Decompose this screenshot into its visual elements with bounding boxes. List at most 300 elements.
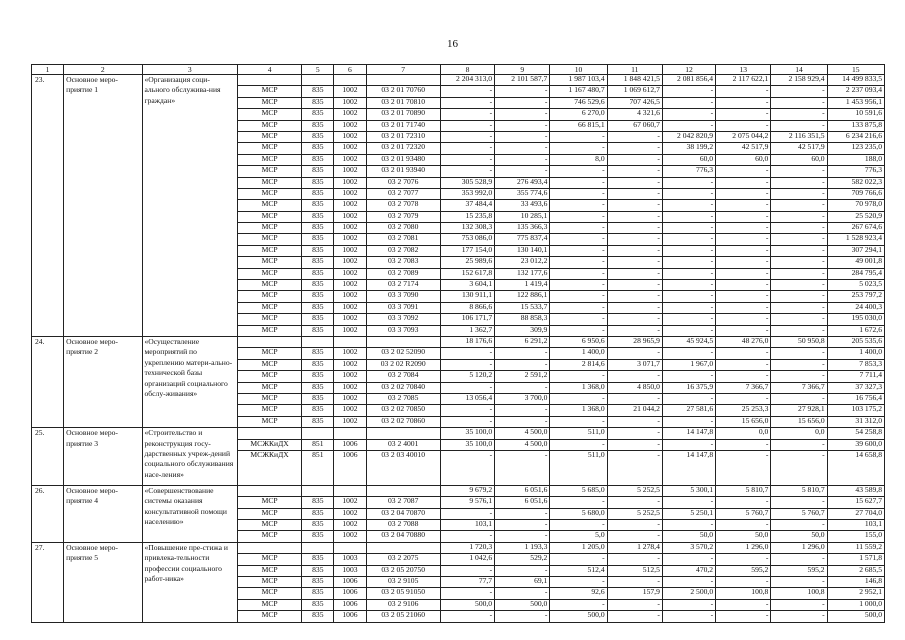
amount-col-10: - (550, 200, 607, 211)
section-code: 1002 (334, 86, 366, 97)
amount-col-8: - (440, 166, 494, 177)
amount-col-12: - (662, 97, 715, 108)
amount-col-8: 2 204 313,0 (440, 75, 494, 86)
column-number-10: 10 (550, 65, 607, 75)
amount-col-11: - (607, 245, 662, 256)
amount-col-15: 307 294,1 (827, 245, 884, 256)
amount-col-14: - (771, 86, 827, 97)
target-article: 03 2 01 72310 (366, 131, 440, 142)
amount-col-10: 512,4 (550, 565, 607, 576)
amount-col-9: 10 285,1 (495, 211, 550, 222)
amount-col-9: - (495, 86, 550, 97)
amount-col-11: 28 965,9 (607, 336, 662, 347)
executor: МСЖКиДХ (237, 450, 301, 485)
amount-col-8: 5 120,2 (440, 371, 494, 382)
amount-col-14: - (771, 439, 827, 450)
amount-col-13: - (716, 314, 771, 325)
executor (237, 485, 301, 496)
amount-col-12: - (662, 211, 715, 222)
section-code: 1002 (334, 245, 366, 256)
amount-col-9: - (495, 382, 550, 393)
amount-col-9: - (495, 508, 550, 519)
amount-col-15: 10 591,6 (827, 109, 884, 120)
amount-col-15: 49 001,8 (827, 257, 884, 268)
amount-col-8: 13 056,4 (440, 393, 494, 404)
target-article: 03 2 01 70760 (366, 86, 440, 97)
amount-col-11: 1 278,4 (607, 542, 662, 553)
amount-col-10: 1 167 480,7 (550, 86, 607, 97)
amount-col-10: - (550, 223, 607, 234)
amount-col-12: - (662, 439, 715, 450)
amount-col-15: 70 978,0 (827, 200, 884, 211)
amount-col-13: - (716, 599, 771, 610)
ministry-code: 835 (302, 577, 334, 588)
amount-col-11: - (607, 531, 662, 542)
amount-col-10: - (550, 280, 607, 291)
amount-col-9: 3 700,0 (495, 393, 550, 404)
executor: МСР (237, 280, 301, 291)
ministry-code: 835 (302, 188, 334, 199)
ministry-code: 835 (302, 393, 334, 404)
amount-col-13: 48 276,0 (716, 336, 771, 347)
amount-col-14: - (771, 314, 827, 325)
amount-col-11: - (607, 154, 662, 165)
column-number-11: 11 (607, 65, 662, 75)
section-code: 1003 (334, 565, 366, 576)
ministry-code: 835 (302, 131, 334, 142)
ministry-code: 835 (302, 143, 334, 154)
section-code: 1002 (334, 154, 366, 165)
amount-col-11: - (607, 234, 662, 245)
amount-col-11: - (607, 325, 662, 336)
amount-col-10: - (550, 245, 607, 256)
amount-col-13: - (716, 86, 771, 97)
amount-col-14: - (771, 109, 827, 120)
section-code: 1002 (334, 325, 366, 336)
amount-col-8: 106 171,7 (440, 314, 494, 325)
amount-col-12: - (662, 611, 715, 622)
ministry-code: 835 (302, 200, 334, 211)
group-total-row (32, 75, 885, 86)
amount-col-8: 305 528,9 (440, 177, 494, 188)
amount-col-13: - (716, 166, 771, 177)
amount-col-10: 92,6 (550, 588, 607, 599)
amount-col-10: - (550, 188, 607, 199)
amount-col-8: 35 100,0 (440, 439, 494, 450)
amount-col-8: 9 679,2 (440, 485, 494, 496)
amount-col-10: - (550, 131, 607, 142)
target-article: 03 2 02 70840 (366, 382, 440, 393)
measure-title: «Организация соци-ального обслужива-ния граждан» (142, 75, 237, 337)
amount-col-9: 2 101 587,7 (495, 75, 550, 86)
target-article (366, 75, 440, 86)
section-code: 1002 (334, 348, 366, 359)
target-article: 03 2 7077 (366, 188, 440, 199)
amount-col-13: 2 075 044,2 (716, 131, 771, 142)
amount-col-11: - (607, 554, 662, 565)
amount-col-15: 103 175,2 (827, 405, 884, 416)
amount-col-8: 77,7 (440, 577, 494, 588)
ministry-code: 835 (302, 588, 334, 599)
section-code (334, 428, 366, 439)
amount-col-8: 500,0 (440, 599, 494, 610)
amount-col-14: 2 158 929,4 (771, 75, 827, 86)
amount-col-9: 4 500,0 (495, 439, 550, 450)
measure-title: «Повышение пре-стижа и привлека-тельности профессии социального работ-ника» (142, 542, 237, 622)
amount-col-13: - (716, 554, 771, 565)
ministry-code: 835 (302, 211, 334, 222)
amount-col-10: 500,0 (550, 611, 607, 622)
ministry-code: 835 (302, 314, 334, 325)
amount-col-9: - (495, 611, 550, 622)
amount-col-14: 60,0 (771, 154, 827, 165)
amount-col-11: - (607, 280, 662, 291)
amount-col-8: - (440, 588, 494, 599)
target-article: 03 2 9105 (366, 577, 440, 588)
executor: МСР (237, 359, 301, 370)
ministry-code: 835 (302, 223, 334, 234)
amount-col-13: - (716, 439, 771, 450)
group-total-row (32, 485, 885, 496)
column-number-2: 2 (64, 65, 142, 75)
amount-col-10: 5 680,0 (550, 508, 607, 519)
section-code: 1006 (334, 599, 366, 610)
ministry-code: 835 (302, 497, 334, 508)
section-code: 1002 (334, 109, 366, 120)
section-code (334, 75, 366, 86)
amount-col-10: 1 400,0 (550, 348, 607, 359)
amount-col-12: - (662, 497, 715, 508)
amount-col-8: 130 911,1 (440, 291, 494, 302)
executor: МСР (237, 302, 301, 313)
ministry-code: 835 (302, 371, 334, 382)
target-article: 03 2 01 72320 (366, 143, 440, 154)
ministry-code: 835 (302, 166, 334, 177)
amount-col-12: 1 967,0 (662, 359, 715, 370)
executor: МСР (237, 188, 301, 199)
amount-col-12: - (662, 188, 715, 199)
amount-col-9: - (495, 405, 550, 416)
amount-col-13: 1 296,0 (716, 542, 771, 553)
amount-col-12: - (662, 325, 715, 336)
amount-col-8: 15 235,8 (440, 211, 494, 222)
amount-col-15: 1 400,0 (827, 348, 884, 359)
amount-col-15: 2 237 093,4 (827, 86, 884, 97)
amount-col-10: 5 685,0 (550, 485, 607, 496)
amount-col-13: 7 366,7 (716, 382, 771, 393)
amount-col-11: 5 252,5 (607, 485, 662, 496)
executor (237, 542, 301, 553)
amount-col-9: - (495, 359, 550, 370)
executor: МСР (237, 416, 301, 427)
measure-name: Основное меро-приятие 3 (64, 428, 142, 486)
amount-col-13: - (716, 257, 771, 268)
amount-col-11: 707 426,5 (607, 97, 662, 108)
ministry-code: 835 (302, 120, 334, 131)
amount-col-10: - (550, 166, 607, 177)
ministry-code: 835 (302, 257, 334, 268)
amount-col-14: 595,2 (771, 565, 827, 576)
amount-col-14: - (771, 302, 827, 313)
amount-col-12: - (662, 577, 715, 588)
item-number: 24. (32, 336, 64, 427)
executor: МСР (237, 611, 301, 622)
target-article: 03 2 04 70880 (366, 531, 440, 542)
ministry-code (302, 542, 334, 553)
section-code: 1002 (334, 166, 366, 177)
amount-col-14: - (771, 188, 827, 199)
amount-col-12: 27 581,6 (662, 405, 715, 416)
amount-col-14: - (771, 554, 827, 565)
amount-col-15: 39 600,0 (827, 439, 884, 450)
section-code: 1002 (334, 257, 366, 268)
executor: МСР (237, 97, 301, 108)
item-number: 23. (32, 75, 64, 337)
amount-col-9: 69,1 (495, 577, 550, 588)
amount-col-15: 103,1 (827, 520, 884, 531)
amount-col-11: - (607, 371, 662, 382)
amount-col-13: 2 117 622,1 (716, 75, 771, 86)
section-code: 1006 (334, 439, 366, 450)
executor: МСР (237, 588, 301, 599)
amount-col-9: 529,2 (495, 554, 550, 565)
amount-col-15: 709 766,6 (827, 188, 884, 199)
executor: МСР (237, 109, 301, 120)
section-code (334, 485, 366, 496)
amount-col-14: 27 928,1 (771, 405, 827, 416)
executor: МСР (237, 497, 301, 508)
section-code: 1002 (334, 359, 366, 370)
amount-col-10: - (550, 371, 607, 382)
amount-col-11: 5 252,5 (607, 508, 662, 519)
ministry-code: 835 (302, 508, 334, 519)
amount-col-14: - (771, 245, 827, 256)
ministry-code: 835 (302, 177, 334, 188)
ministry-code: 835 (302, 109, 334, 120)
amount-col-13: 5 810,7 (716, 485, 771, 496)
amount-col-14: - (771, 234, 827, 245)
amount-col-15: 1 571,8 (827, 554, 884, 565)
amount-col-12: 45 924,5 (662, 336, 715, 347)
target-article: 03 2 01 70890 (366, 109, 440, 120)
amount-col-12: - (662, 200, 715, 211)
amount-col-10: - (550, 554, 607, 565)
target-article: 03 2 7089 (366, 268, 440, 279)
amount-col-8: - (440, 405, 494, 416)
executor: МСР (237, 86, 301, 97)
executor: МСР (237, 268, 301, 279)
amount-col-10: - (550, 325, 607, 336)
page-number: 16 (447, 38, 458, 50)
amount-col-12: - (662, 314, 715, 325)
section-code: 1002 (334, 268, 366, 279)
ministry-code: 835 (302, 325, 334, 336)
amount-col-10: 1 368,0 (550, 382, 607, 393)
amount-col-11: - (607, 131, 662, 142)
section-code: 1006 (334, 588, 366, 599)
amount-col-15: 24 400,3 (827, 302, 884, 313)
section-code: 1002 (334, 234, 366, 245)
executor: МСР (237, 143, 301, 154)
amount-col-14: - (771, 611, 827, 622)
amount-col-13: - (716, 177, 771, 188)
amount-col-12: 2 500,0 (662, 588, 715, 599)
ministry-code: 835 (302, 520, 334, 531)
amount-col-11: 21 044,2 (607, 405, 662, 416)
amount-col-15: 146,8 (827, 577, 884, 588)
amount-col-10: 511,0 (550, 428, 607, 439)
amount-col-11: 4 850,0 (607, 382, 662, 393)
amount-col-14: 1 296,0 (771, 542, 827, 553)
amount-col-15: 188,0 (827, 154, 884, 165)
amount-col-9: - (495, 588, 550, 599)
amount-col-10: 6 950,6 (550, 336, 607, 347)
amount-col-13: - (716, 577, 771, 588)
ministry-code: 835 (302, 531, 334, 542)
section-code: 1002 (334, 97, 366, 108)
column-number-15: 15 (827, 65, 884, 75)
amount-col-12: - (662, 416, 715, 427)
section-code: 1002 (334, 416, 366, 427)
amount-col-9: - (495, 109, 550, 120)
amount-col-15: 155,0 (827, 531, 884, 542)
executor (237, 336, 301, 347)
column-number-3: 3 (142, 65, 237, 75)
amount-col-8: - (440, 611, 494, 622)
amount-col-11: - (607, 143, 662, 154)
amount-col-12: - (662, 599, 715, 610)
section-code: 1006 (334, 450, 366, 485)
amount-col-11: - (607, 302, 662, 313)
amount-col-10: - (550, 520, 607, 531)
amount-col-11: - (607, 520, 662, 531)
amount-col-11: - (607, 497, 662, 508)
amount-col-12: - (662, 280, 715, 291)
amount-col-13: - (716, 497, 771, 508)
amount-col-15: 5 023,5 (827, 280, 884, 291)
amount-col-11: - (607, 393, 662, 404)
measure-title: «Совершенствование системы оказания консультативной помощи населению» (142, 485, 237, 542)
item-number: 26. (32, 485, 64, 542)
header-row (32, 65, 885, 75)
target-article: 03 2 7084 (366, 371, 440, 382)
amount-col-10: - (550, 257, 607, 268)
target-article: 03 2 01 71740 (366, 120, 440, 131)
amount-col-10: 6 270,0 (550, 109, 607, 120)
amount-col-13: 15 656,0 (716, 416, 771, 427)
amount-col-13: - (716, 371, 771, 382)
section-code: 1002 (334, 143, 366, 154)
amount-col-9: 135 366,3 (495, 223, 550, 234)
amount-col-8: 8 866,6 (440, 302, 494, 313)
column-number-7: 7 (366, 65, 440, 75)
target-article: 03 2 7081 (366, 234, 440, 245)
target-article: 03 2 7080 (366, 223, 440, 234)
column-number-1: 1 (32, 65, 64, 75)
amount-col-10: - (550, 211, 607, 222)
amount-col-13: - (716, 325, 771, 336)
amount-col-13: - (716, 393, 771, 404)
section-code: 1002 (334, 223, 366, 234)
amount-col-15: 31 312,0 (827, 416, 884, 427)
amount-col-10: - (550, 177, 607, 188)
target-article (366, 428, 440, 439)
amount-col-15: 6 234 216,6 (827, 131, 884, 142)
amount-col-13: 5 760,7 (716, 508, 771, 519)
executor: МСР (237, 371, 301, 382)
amount-col-9: 4 500,0 (495, 428, 550, 439)
amount-col-12: 470,2 (662, 565, 715, 576)
ministry-code: 835 (302, 611, 334, 622)
amount-col-8: 1 042,6 (440, 554, 494, 565)
amount-col-10: - (550, 291, 607, 302)
amount-col-15: 54 258,8 (827, 428, 884, 439)
column-number-8: 8 (440, 65, 494, 75)
amount-col-13: - (716, 188, 771, 199)
amount-col-8: - (440, 143, 494, 154)
ministry-code: 835 (302, 382, 334, 393)
amount-col-14: 42 517,9 (771, 143, 827, 154)
amount-col-11: - (607, 416, 662, 427)
amount-col-11: - (607, 611, 662, 622)
target-article (366, 336, 440, 347)
amount-col-8: 177 154,0 (440, 245, 494, 256)
executor: МСР (237, 405, 301, 416)
amount-col-8: - (440, 565, 494, 576)
measure-name: Основное меро-приятие 2 (64, 336, 142, 427)
section-code: 1002 (334, 497, 366, 508)
executor (237, 428, 301, 439)
target-article: 03 2 02 R2090 (366, 359, 440, 370)
item-number: 27. (32, 542, 64, 622)
amount-col-15: 195 030,0 (827, 314, 884, 325)
group-total-row (32, 336, 885, 347)
amount-col-11: 3 071,7 (607, 359, 662, 370)
amount-col-8: 3 604,1 (440, 280, 494, 291)
executor: МСР (237, 223, 301, 234)
amount-col-9: - (495, 565, 550, 576)
section-code: 1002 (334, 302, 366, 313)
amount-col-14: - (771, 257, 827, 268)
amount-col-8: 25 989,6 (440, 257, 494, 268)
amount-col-9: 500,0 (495, 599, 550, 610)
amount-col-10: 1 368,0 (550, 405, 607, 416)
target-article: 03 3 7092 (366, 314, 440, 325)
amount-col-9: - (495, 131, 550, 142)
executor: МСР (237, 314, 301, 325)
amount-col-10: - (550, 577, 607, 588)
ministry-code: 835 (302, 302, 334, 313)
amount-col-15: 1 000,0 (827, 599, 884, 610)
amount-col-13: - (716, 211, 771, 222)
amount-col-12: - (662, 393, 715, 404)
amount-col-13: - (716, 280, 771, 291)
section-code: 1002 (334, 131, 366, 142)
amount-col-11: - (607, 200, 662, 211)
column-number-9: 9 (495, 65, 550, 75)
amount-col-15: 15 627,7 (827, 497, 884, 508)
amount-col-14: - (771, 371, 827, 382)
amount-col-8: 132 308,3 (440, 223, 494, 234)
amount-col-14: - (771, 450, 827, 485)
amount-col-11: - (607, 223, 662, 234)
amount-col-9: - (495, 348, 550, 359)
amount-col-12: - (662, 371, 715, 382)
amount-col-13: - (716, 450, 771, 485)
amount-col-9: 355 774,6 (495, 188, 550, 199)
section-code: 1002 (334, 280, 366, 291)
amount-col-15: 284 795,4 (827, 268, 884, 279)
